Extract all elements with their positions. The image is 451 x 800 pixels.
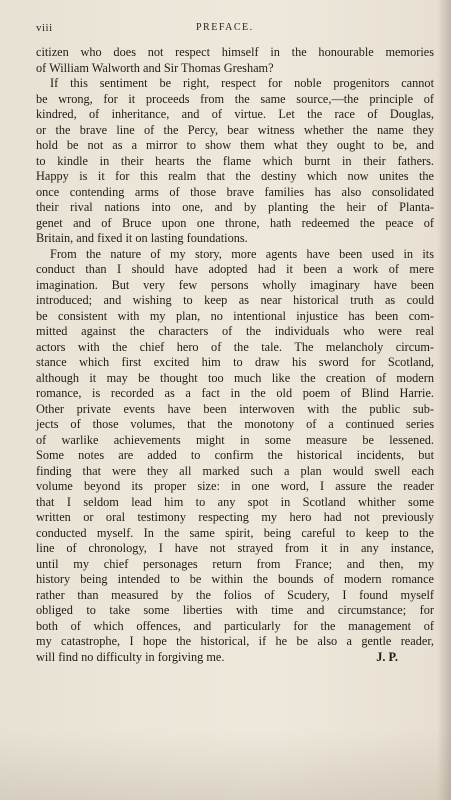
text-line: jects of those volumes, that the monotony of a continued series (36, 417, 434, 431)
signature: J. P. (376, 649, 398, 664)
page-header (36, 22, 436, 38)
text-line: once contending arms of those brave families has also consolidated (36, 184, 434, 199)
text-line: my catastrophe, I hope the historical, if he be also a gentle reader, (36, 634, 434, 648)
text-line: finding that were they all marked such a plan would swell each (36, 463, 434, 478)
text-line: written or oral testimony respecting my hero had not previously (36, 510, 434, 524)
text-line: genet and of Bruce upon one throne, hath redeemed the peace of (36, 215, 434, 230)
text-line: or the brave line of the Percy, bear witness whether the name they (36, 122, 434, 137)
text-line: although it may be thought too much like the creation of modern (36, 370, 434, 385)
text-line: both of which offences, and particularly for the management of (36, 618, 434, 633)
text-line: volume beyond its proper size: in one word, I assure the reader (36, 479, 434, 493)
text-line: citizen who does not respect himself in the honourable memories (36, 45, 434, 59)
text-line: Some notes are added to confirm the historical incidents, but (36, 448, 434, 462)
text-line: mitted against the characters of the individuals who were real (36, 324, 434, 338)
text-line: conducted myself. In the same spirit, being careful to keep to the (36, 525, 434, 540)
text-line: Other private events have been interwoven with the public sub- (36, 401, 434, 416)
text-line: imagination. But very few persons wholly imaginary have been (36, 277, 434, 292)
text-line: be wrong, for it proceeds from the same source,—the principle of (36, 91, 434, 106)
text-line: line of chronology, I have not strayed from it in any instance, (36, 541, 434, 555)
text-line: of warlike achievements might in some measure be lessened. (36, 432, 434, 447)
page-bottom-shadow (0, 730, 451, 800)
text-line: Britain, and fixed it on lasting foundations. (36, 231, 248, 245)
closing-line (36, 650, 434, 666)
text-line: to kindle in their hearts the flame which burnt in their fathers. (36, 153, 434, 168)
body-text (36, 45, 434, 665)
text-line: Happy is it for this realm that the destiny which now unites the (36, 169, 434, 183)
text-line: romance, is recorded as a fact in the old poem of Blind Harrie. (36, 386, 434, 400)
page-number: viii (36, 22, 53, 34)
text-line: of William Walworth and Sir Thomas Gresham? (36, 60, 274, 75)
text-line: actors with the chief hero of the tale. The melancholy circum- (36, 339, 434, 354)
paragraph-3 (36, 247, 434, 666)
paragraph-2 (36, 76, 434, 247)
text-line: conduct than I should have adopted had it been a work of mere (36, 262, 434, 276)
text-line: If this sentiment be right, respect for noble progenitors cannot (50, 76, 434, 90)
closing-text: will find no difficulty in forgiving me. (36, 649, 225, 664)
text-line: that I seldom lead him to any spot in Scotland whither some (36, 494, 434, 509)
text-line: history being intended to be within the bounds of modern romance (36, 572, 434, 586)
text-line: From the nature of my story, more agents have been used in its (50, 246, 434, 261)
running-head: PREFACE. (196, 22, 254, 33)
text-line: hold be not as a mirror to show them what they ought to be, and (36, 138, 434, 152)
text-line: be consistent with my plan, no intentional injustice has been com- (36, 308, 434, 323)
text-line: until my chief personages return from France; and then, my (36, 556, 434, 571)
text-line: their rival nations into one, and by planting the heir of Planta- (36, 200, 434, 214)
text-line: obliged to take some liberties with time and circumstance; for (36, 603, 434, 617)
text-line: introduced; and wishing to keep as near historical truth as could (36, 293, 434, 307)
page-edge-shadow (437, 0, 451, 800)
text-line: rather than measured by the folios of Scudery, I found myself (36, 587, 434, 602)
text-line: stance which first excited him to draw his sword for Scotland, (36, 355, 434, 369)
paragraph-1 (36, 45, 434, 76)
text-line: kindred, of inheritance, and of virtue. Let the race of Douglas, (36, 107, 434, 121)
